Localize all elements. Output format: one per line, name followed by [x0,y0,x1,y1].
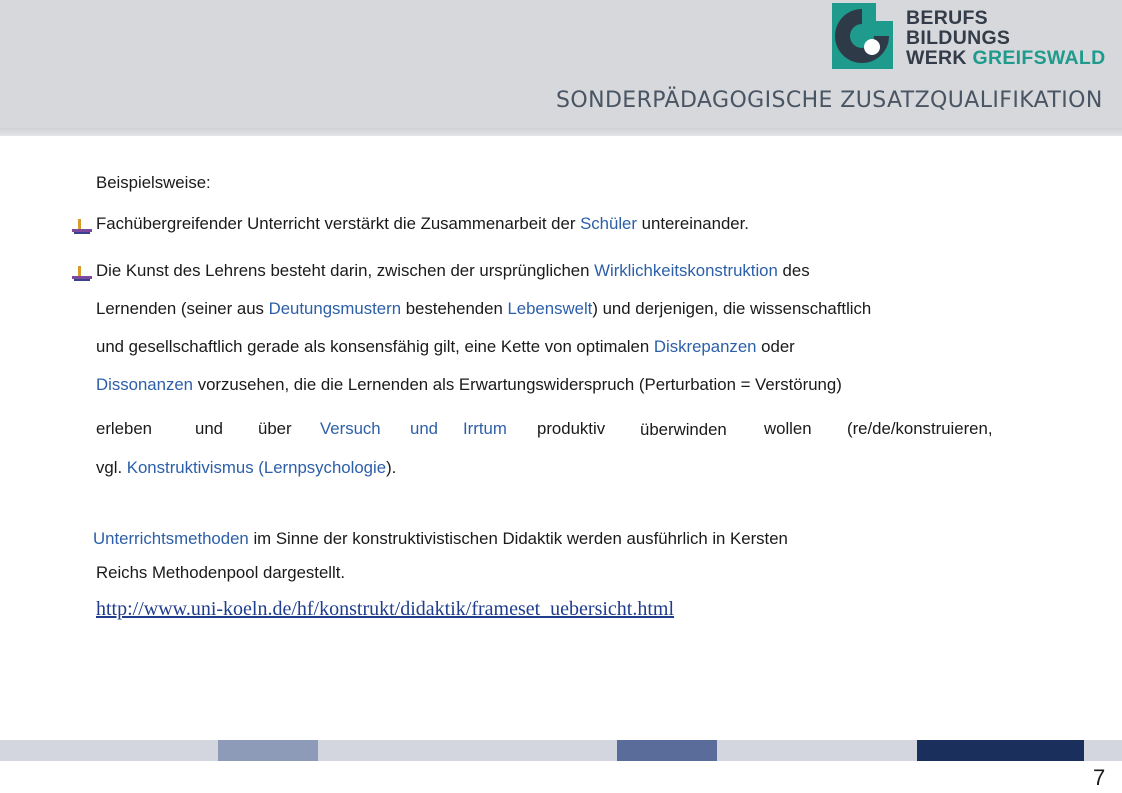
term-dissonanzen: Dissonanzen [96,375,194,394]
term-schueler: Schüler [580,214,637,233]
text-run: und gesellschaftlich gerade als konsensfähig gilt, eine Kette von optimalen [96,337,654,356]
bullet-icon [72,266,92,282]
logo-greifswald: GREIFSWALD [972,47,1106,69]
word-re-de-konstruieren: (re/de/konstruieren, [847,419,993,438]
footer-bar-segment [318,740,617,761]
term-versuch: Versuch [320,419,381,438]
word-wollen: wollen [764,419,812,438]
word-produktiv: produktiv [537,419,606,438]
text-run: Die Kunst des Lehrens besteht darin, zwischen der ursprünglichen [96,261,595,280]
bullet-1-part-a: Fachübergreifender Unterricht verstärkt die Zusammenarbeit der [96,214,581,233]
bullet-2-line-1 [96,261,810,281]
word-ueber: über [258,419,292,438]
bullet-2-line-2 [96,299,871,319]
page-number: 7 [1093,765,1106,790]
text-run: ). [386,458,397,477]
logo-line-2: BILDUNGS [906,27,1011,49]
term-konstruktivismus: Konstruktivismus (Lernpsychologie [126,458,387,477]
methods-line-2: Reichs Methodenpool dargestellt. [96,563,346,582]
intro-text: Beispielsweise: [96,173,211,192]
logo-werk: WERK [906,47,967,69]
bullet-2-line-4 [96,375,842,395]
word-erleben: erleben [96,419,152,438]
footer-bar-segment [717,740,917,761]
term-diskrepanzen: Diskrepanzen [653,337,757,356]
footer-bar-segment [218,740,318,761]
bullet-icon [72,219,92,235]
bullet-2-line-6 [96,458,396,478]
footer-bar-segment [617,740,717,761]
text-run: vgl. [96,458,127,477]
text-run: bestehenden [401,299,508,318]
page-subtitle: SONDERPÄDAGOGISCHE ZUSATZQUALIFIKATION [556,88,1103,113]
bullet-2-line-3 [96,337,795,357]
word-ueberwinden: überwinden [640,420,727,439]
term-deutungsmustern: Deutungsmustern [268,299,402,318]
text-run: vorzusehen, die die Lernenden als Erwartungswiderspruch (Perturbation = Verstörung) [193,375,842,394]
bullet-1-part-c: untereinander. [636,214,749,233]
term-unterrichtsmethoden: Unterrichtsmethoden [93,529,249,548]
text-run: ) und derjenigen, die wissenschaftlich [592,299,872,318]
footer-bar-segment [1084,740,1122,761]
text-run: Lernenden (seiner aus [96,299,269,318]
text-run: des [777,261,810,280]
methods-line-1 [93,529,788,549]
term-lebenswelt: Lebenswelt [507,299,593,318]
term-und: und [410,419,438,438]
term-wirklichkeitskonstruktion: Wirklichkeitskonstruktion [594,261,778,280]
text-run: im Sinne der konstruktivistischen Didaktik werden ausführlich in Kersten [248,529,788,548]
logo-line-1: BERUFS [906,7,988,29]
word-und: und [195,419,223,438]
bullet-1-text [96,214,749,234]
methodenpool-link[interactable]: http://www.uni-koeln.de/hf/konstrukt/didaktik/frameset_uebersicht.html [96,598,675,620]
text-run: oder [756,337,795,356]
footer-bar-segment [0,740,218,761]
footer-bar-segment [917,740,1084,761]
term-irrtum: Irrtum [463,419,507,438]
